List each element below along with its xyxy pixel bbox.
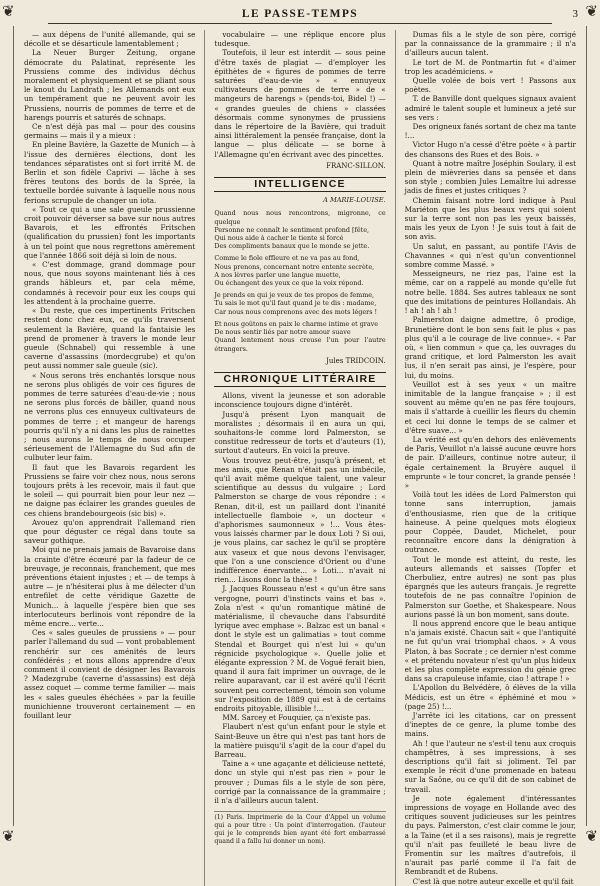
paragraph: Voilà tout les idées de Lord Palmerston qui tonne sans interruption, jamais d'enthousiasme, rien que de la critique haineuse. A peine quelques mots élogieux pour Coppée, Daudet, Michelet, pour reconnaître encore dans la dénigration à outrance. bbox=[404, 490, 576, 555]
paragraph: Allons, vivent la jeunesse et son adorable inconscience toujours digne d'intérêt. bbox=[214, 391, 386, 410]
poem-stanza bbox=[214, 320, 385, 353]
paragraph: Messeigneurs, ne riez pas, l'aine est la même, car on a rappelé au monde qu'elle fut notre belle. 1884. Ses autres tableaux ne sont que des imitations de peintures Hollandais. Ah ! ah ! ah ! ah ! bbox=[404, 269, 576, 316]
poem-line: Personne ne connaît le sentiment profond [fête, bbox=[214, 225, 370, 234]
paragraph: Moi qui ne prenais jamais de Bavaroise dans la crainte d'être écœuré par la fadeur de ce breuvage, je reconnais, franchement, que mes préventions étaient injustes ; et — de temps à autre — je n'hésiterai plus à me délecter d'un entrefilet de cette véridique Gazette de Munich... à laquelle j'espère bien que ses interlocuteurs berlinois vont répondre de la même encre... verte... bbox=[24, 545, 196, 628]
paragraph: Veuillot est à ses yeux « un maître inimitable de la langue française » ; il est souvent au même qu'en ne pas fére toujours, mais il s'attarde à cueillir les fleurs du chemin et ceci lui donne le temps de se calmer et d'être suave... » bbox=[404, 379, 576, 435]
section-title: CHRONIQUE LITTÉRAIRE bbox=[223, 372, 377, 385]
paragraph: En pleine Bavière, la Gazette de Munich — à l'issue des dernières élections, dont les tendances séparatistes ont si fort irrité M. de Berlin et son fidèle Caprivi — lâche à ses frères teutons des bords de la Sprée, la textuelle bordée suivante à laquelle nous nous ferions scrupule de changer un iota. bbox=[24, 140, 196, 205]
section-title: INTELLIGENCE bbox=[254, 178, 346, 191]
paragraph: Quant à notre maître Joséphin Soulary, il est plein de mièvreries dans sa pensée et dans son style ; combien Jules Lemaître lui adresse jadis de fines et justes critiques ? bbox=[404, 158, 576, 196]
paragraph: Le tort de M. de Pontmartin fut « d'aimer trop les académiciens. » bbox=[404, 57, 576, 76]
paragraph: « C'est dommage, grand dommage pour nous, que nous soyons maintenant liés à ces grands hâbleurs et, par cela même, condamnés à recevoir pour eux les coups qui les attendent à la prochaine guerre. bbox=[24, 260, 196, 306]
paragraph: La Neuer Burger Zeitung, organe démocrate du Palatinat, représente les Prussiens comme des individus déchus moralement et physiquement et se pliant sous le knout du Landrath ; les Allemands ont eux un tempérament que ne peuvent avoir les Prussiens, nourris de pommes de terre et de harengs pourris et saturés de schnaps. bbox=[24, 48, 196, 122]
paragraph: Flaubert n'est qu'un enfant pour le style et Saint-Beuve un être qui n'est pas tant hors de la matière puisqu'il s'agit de la cour d'apel du Barreau. bbox=[214, 722, 386, 760]
border-line bbox=[586, 26, 587, 826]
paragraph: « Du reste, que ces impertinents Fritschen restent donc chez eux, ce qu'ils traversent seulement la Bavière, quand la fantaisie les prend de promener à travers le monde leur gueule (Schnabel) qui ressemble à une caverne d'assassins (mordecgrube) et qu'on peut aussi nommer sale gueule (sic). bbox=[24, 306, 196, 371]
paragraph: Avouez qu'on apprendrait l'allemand rien que pour déguster ce régal dans toute sa saveur gothique. bbox=[24, 517, 196, 546]
poem-line: Tu sais le mot qu'il faut quand je te dis : madame, bbox=[214, 299, 377, 308]
paragraph: MM. Sarcey et Fouquier, ça n'existe pas. bbox=[222, 713, 371, 723]
column-left bbox=[24, 30, 195, 886]
poem-author: Jules TRIDCOIN. bbox=[326, 356, 386, 365]
paragraph: Il faut que les Bavarois regardent les Prussiens se faire voir chez nous, nous serons toujours prêts à les recevoir, mais il faut que le soleil — qui pourrait bien pour leur nez — ne daigne pas éclairer les grandes gueules de ces chiens brandebourgeois (sic bis) ». bbox=[24, 462, 196, 518]
poem-line: A nos lèvres parler une langue muette, bbox=[214, 270, 341, 279]
poem-line: Nous prenons, concernant notre entente secrète, bbox=[214, 262, 375, 271]
paragraph: J. Jacques Rousseau n'est « qu'un être sans vergogne, pourri d'instincts vains et bas ». Zola n'est « qu'un romantique mâtiné de matérialisme, il chevauche dans l'absurdité lyrique avec emphase ». Balzac est un banal « dont le style est un galimatias » tout comme Stendal et Bourget qui n'est lui « qu'un régnicide psychologique ». Quelle jolie et élégante expression ? M. de Vogué ferait bien, quand il aura fait imprimer un ouvrage, de le relire auparavant, car il est avéré qu'il l'écrit souvent peu correctement, témoin son volume sur l'exposition de 1889 qui est à de certains endroits pitoyable, illisible !... bbox=[214, 584, 386, 714]
page-title: LE PASSE-TEMPS bbox=[241, 8, 359, 20]
paragraph: Palmerston daigne admettre, ô prodige, Brunetière dont le bon sens fait le plus « pas plus qu'il a le courage de live connue». « Par où, « lien commun » que ça, les ouvrages du grand critique, et lord Palmerston les avait lus, il n'en serait pas ainsi, je l'espère, pour lui, du moins. bbox=[404, 315, 576, 380]
border-line bbox=[13, 26, 14, 826]
page-number: 3 bbox=[572, 8, 578, 20]
paragraph: Jusqu'à présent Lyon manquait de moralistes ; désormais il en aura un qui, souhaitons-le comme lord Palmerston, se constitue redresseur de torts et d'auteurs (1), surtout d'auteurs. En voici la preuve. bbox=[214, 409, 386, 456]
column-divider bbox=[204, 30, 205, 886]
columns-container bbox=[20, 28, 580, 886]
header-rule bbox=[214, 386, 385, 387]
section-header-intelligence bbox=[214, 177, 385, 192]
poem-stanza bbox=[214, 254, 385, 287]
column-right bbox=[405, 30, 576, 886]
footnote: (1) Paris. Imprimerie de la Cour d'Appel un volume qui a pour titre : Un point d'interrogation. (l'auteur qui je le comprends bien ayant été fort embarrassé quand il a fallu lui donner un nom). bbox=[214, 811, 385, 846]
column-divider bbox=[395, 30, 396, 886]
poem-line: Car nous nous comprenons avec des mots légers ! bbox=[214, 307, 378, 316]
paragraph: Quelle volée de bois vert ! Passons aux poètes. bbox=[404, 76, 576, 95]
paragraph: Chemin faisant notre lord indique à Paul Mariéton que les plus beaux vers qui soient sur la terre sont non pas les yeux baissés, mais les yeux de Lyon ! Je suis tout à fait de son avis. bbox=[404, 195, 576, 242]
paragraph: Tout le monde est atteint, du reste, les auteurs allemands et saisses (Topfer et Cherbuliez, entre autres) ne sont pas plus épargnés que les auteurs français. Je regrette toutefois de ne pas connaître l'opinion de Palmerston sur Goethe, et Shakespeare. Nous aurions passé là un bon moment, sans doute. bbox=[404, 554, 576, 619]
paragraph: La vérité est qu'en dehors des enlèvements de Paris, Veuillot n'a laissé aucune œuvre hors de pair. D'ailleurs, continue notre auteur, il égale certainement la Bruyère auquel il emprunte « le tour concret, la grande pensée ! » bbox=[404, 434, 576, 490]
paragraph: T. de Banville dont quelques signaux avaient admiré le talent souple et lumineux a jeté sur ses vers : bbox=[404, 94, 576, 122]
poem-line: Quand nous nous rencontrons, migronne, ce quelque bbox=[214, 209, 386, 226]
corner-ornament-icon: ❦ bbox=[2, 2, 15, 20]
poem-stanza bbox=[214, 291, 385, 316]
section-header-chronique bbox=[214, 372, 385, 387]
header-rule bbox=[214, 191, 385, 192]
paragraph: « Nous serons très enchantés lorsque nous ne serons plus obligés de voir ces figures de pommes de terre saturées d'eau-de-vie ; nous ne serons plus forcés de bâiller, quand nous ne verrons plus ces ennuyeux cultivateurs de pommes de terre ; et mangeur de harengs pourris qu'il n'y a ni dans les plus de rainettes ; nous aurons le temps de nous occuper sérieusement de l'Allemagne du Sud afin de culbuter leur faim. bbox=[24, 370, 196, 463]
paragraph: Des origneux fanés sortant de chez ma tante !... bbox=[404, 122, 576, 141]
paragraph: Taine a « une agaçante et délicieuse netteté, donc un style qui n'est pas rien » pour le prouver ; Dumas fils a le style de son père, corrigé par la connaissance de la grammaire ; il n'a d'ailleurs aucun talent. bbox=[214, 759, 386, 806]
article-signature: FRANC-SILLON. bbox=[326, 161, 386, 170]
header-rule bbox=[48, 23, 552, 24]
corner-ornament-icon: ❦ bbox=[585, 827, 598, 845]
poem-line: Je prends en qui je veux de tes propos de femme, bbox=[214, 291, 375, 300]
paragraph: « Tout ce qui a une sale gueule prussienne croit pouvoir déverser sa bave sur nous autres Bavarois, et les effrontés Fritschen (qualification du prussien) font les importants à un tel point que nous regrettons amèrement que l'année 1866 soit déjà si loin de nous. bbox=[24, 204, 196, 260]
poem-line: Comme le fiole effleure et ne va pas au fond, bbox=[214, 254, 360, 263]
poem-line: De nous sentir liés par notre amour suave bbox=[214, 328, 351, 337]
paragraph: Vous trouvez peut-être, jusqu'à présent, et mes amis, que Renan n'était pas un imbécile, qu'il avait même quelque talent, une valeur scientifique au dessus du vulgaire ; Lord Palmerston se charge de vous répondre : « Renan, dit-il, est un paillard dont l'inanité intellectuelle flamboie », un docteur « d'aphorismes saumonneux » !... Vous êtes-vous laissés charmer par le doux Loti ? Si oui, je vous plains, car sachez le qu'il se proptère aux vaseux et que nous devons l'envisager, que l'on a une conscience d'Orient ou d'une indifférence énervante... » Loti... n'avait ni rien... Lisons donc la thèse ! bbox=[214, 455, 386, 585]
poem-stanza bbox=[214, 209, 385, 250]
corner-ornament-icon: ❦ bbox=[2, 827, 15, 845]
paragraph: L'Apollon du Belvédère, ô élèves de la villa Médicis, est un être « éphéminé et mou » (page 25) !... bbox=[404, 683, 576, 711]
paragraph: Ces « sales gueules de prussiens » — pour parler l'allemand du sud — vont probablement renchérir sur ces aménités de leurs confédérés ; et nous allons apprendre d'eux comment il convient de désigner les Bavarois ? Madezgrube (caverne d'assassins) est déjà assez coquet — comme terme familier — mais les « sales gueules éhéchées » par la feuille munichienne trouveront certainement — en fouillant leur bbox=[24, 628, 196, 721]
poem-line: Qui nous aide à cacher le tiente si forcé bbox=[214, 234, 344, 243]
paragraph: Victor Hugo n'a cessé d'être poète « à partir des chansons des Rues et des Bois. » bbox=[404, 140, 576, 159]
paragraph: Je note également d'intéressantes impressions de voyage en Hollande avec des critiques souvent judicieuses sur les peintres du pays. Palmerston, c'est clair comme le jour, a la Taine (et il a ses raisons), mais je regrette qu'il n'ait pas feuilleté le beau livre de Fromentin sur les maîtres d'autrefois, il n'aurait pas parlé comme il l'a fait de Rembrandt et de Rubens. bbox=[404, 793, 576, 877]
paragraph: — aux dépens de l'unité allemande, qui se décolle et se désarticule lamentablement ; bbox=[24, 30, 196, 49]
corner-ornament-icon: ❦ bbox=[585, 2, 598, 20]
poem-line: Des compliments banaux que le monde se jette. bbox=[214, 242, 370, 251]
poem-line: Ou échangent des yeux ce que la voix répond. bbox=[214, 279, 364, 288]
paragraph: Ah ! que l'auteur ne s'est-il tenu aux croquis champêtres, à ses impressions, à ses descriptions qu'il fait si joliment. Tel par exemple le récit d'une promenade en bateau sur la Saône, ou ce qu'il dit de son cabinet de travail. bbox=[404, 738, 576, 794]
page-header bbox=[20, 6, 580, 28]
paragraph: Ce n'est déjà pas mal — pour des cousins germains — mais il y a mieux : bbox=[24, 122, 196, 141]
paragraph: Il nous apprend encore que le beau antique n'a jamais existé. Chacun sait « que l'antiquité ne fut qu'un vrai triomphal chaos. » A vous Platon, à bas Socrate ; ce dernier n'est comme « et prétendu novateur n'est qu'un plus hideux et les plus complète expression du génie grec dans sa crapuleuse infamie, ciao ! attrape ! » bbox=[404, 619, 576, 684]
poem-line: Quand lentement nous creuse l'un pour l'autre étrangers. bbox=[214, 336, 386, 353]
poem-dedication: A MARIE-LOUISE. bbox=[323, 196, 386, 205]
paragraph: Toutefois, il leur est interdit — sous peine d'être taxés de plagiat — d'employer les épithètes de « figures de pommes de terre saturées d'eau-de-vie » « ennuyeux cultivateurs de pommes de terre » de « mangeurs de harengs » (pends-toi, Bidel !) — « grandes gueules de chiens » classées désormais comme synonymes de prussiens dans le répertoire de la Bavière, qui traduit ainsi littéralement la pensée française, dont la langue — plus délicate — se borne à l'Allemagne qu'en écrivant avec des pincettes. bbox=[214, 48, 386, 159]
column-middle bbox=[214, 30, 385, 886]
article-continuation bbox=[214, 30, 385, 159]
paragraph: Un salut, en passant, au pontife l'Avis de Chavannes « qui n'est qu'un conventionnel sombre comme Massé. » bbox=[404, 241, 576, 270]
paragraph: J'arrête ici les citations, car on pressent d'ineptes de ce genre, la plume tombe des mains. bbox=[404, 711, 576, 739]
paragraph: vocabulaire — une réplique encore plus tudesque. bbox=[214, 30, 386, 49]
chronique-body bbox=[214, 391, 385, 805]
poem bbox=[214, 209, 385, 352]
poem-line: Et nous goûtons en paix le charme intime et grave bbox=[214, 319, 379, 328]
paragraph: Dumas fils a le style de son père, corrigé par la connaissance de la grammaire ; il n'a d'ailleurs aucun talent. bbox=[404, 30, 576, 58]
paragraph: C'est là que notre auteur excelle et qu'il fait bbox=[412, 876, 574, 886]
